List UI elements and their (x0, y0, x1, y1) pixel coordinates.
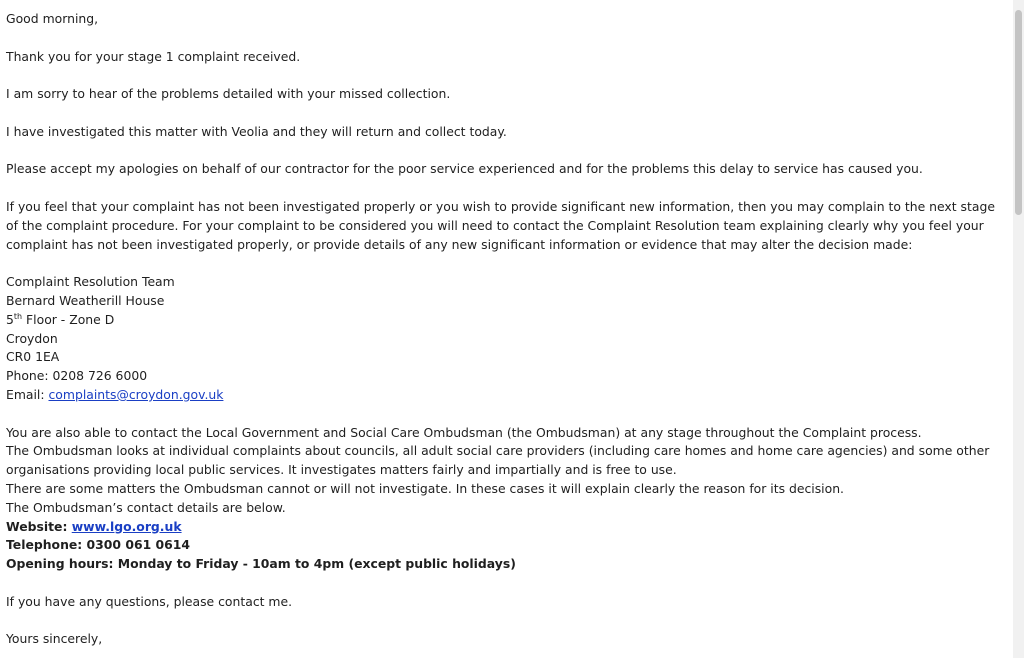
address-block (6, 273, 1006, 405)
greeting: Good morning, (6, 11, 99, 26)
lgo-website-link[interactable]: www.lgo.org.uk (71, 518, 182, 534)
address-postcode: CR0 1EA (6, 349, 60, 365)
address-phone: Phone: 0208 726 6000 (6, 368, 148, 384)
address-floor (6, 311, 1006, 330)
ombudsman-line-2: The Ombudsman looks at individual complaints about councils, all adult social care providers (including care homes and home care agencies) and some other organisations providing local public services. It investigates matters fairly and impartially and is free to use. (6, 443, 990, 478)
address-team: Complaint Resolution Team (6, 274, 175, 290)
ombudsman-line-1: You are also able to contact the Local Government and Social Care Ombudsman (the Ombudsman) at any stage throughout the Complaint process. (6, 424, 922, 440)
vertical-scrollbar[interactable] (1013, 0, 1024, 658)
investigated-paragraph: I have investigated this matter with Veolia and they will return and collect today. (6, 123, 507, 139)
ombudsman-website (6, 518, 1006, 537)
floor-suffix: th (13, 311, 23, 321)
ombudsman-telephone: Telephone: 0300 061 0614 (6, 537, 191, 553)
questions-paragraph: If you have any questions, please contact me. (6, 593, 293, 609)
complaints-email-link[interactable]: complaints@croydon.gov.uk (48, 386, 224, 402)
floor-rest: Floor - Zone D (22, 311, 115, 327)
signoff: Yours sincerely, (6, 631, 103, 647)
address-email (6, 386, 1006, 405)
address-building: Bernard Weatherill House (6, 292, 165, 308)
ombudsman-line-3: There are some matters the Ombudsman cannot or will not investigate. In these cases it will explain clearly the reason for its decision. (6, 480, 845, 496)
floor-number: 5 (6, 311, 14, 327)
thanks-paragraph: Thank you for your stage 1 complaint received. (6, 48, 301, 64)
escalation-paragraph: If you feel that your complaint has not been investigated properly or you wish to provide significant new information, then you may complain to the next stage of the complaint procedure. For your complaint to be considered you will need to contact the Complaint Resolution team explaining clearly why you feel your complaint has not been investigated properly, or provide details of any new significant information or evidence that may alter the decision made: (6, 198, 995, 252)
ombudsman-block (6, 424, 1006, 574)
sorry-paragraph: I am sorry to hear of the problems detailed with your missed collection. (6, 86, 451, 102)
apologies-paragraph: Please accept my apologies on behalf of our contractor for the poor service experienced and for the problems this delay to service has caused you. (6, 161, 923, 177)
website-label: Website: (6, 518, 72, 534)
scrollbar-thumb[interactable] (1015, 10, 1022, 215)
address-town: Croydon (6, 330, 58, 346)
email-label: Email: (6, 386, 49, 402)
ombudsman-line-4: The Ombudsman’s contact details are below. (6, 499, 286, 515)
ombudsman-hours: Opening hours: Monday to Friday - 10am to 4pm (except public holidays) (6, 556, 516, 572)
email-body (6, 10, 1006, 649)
